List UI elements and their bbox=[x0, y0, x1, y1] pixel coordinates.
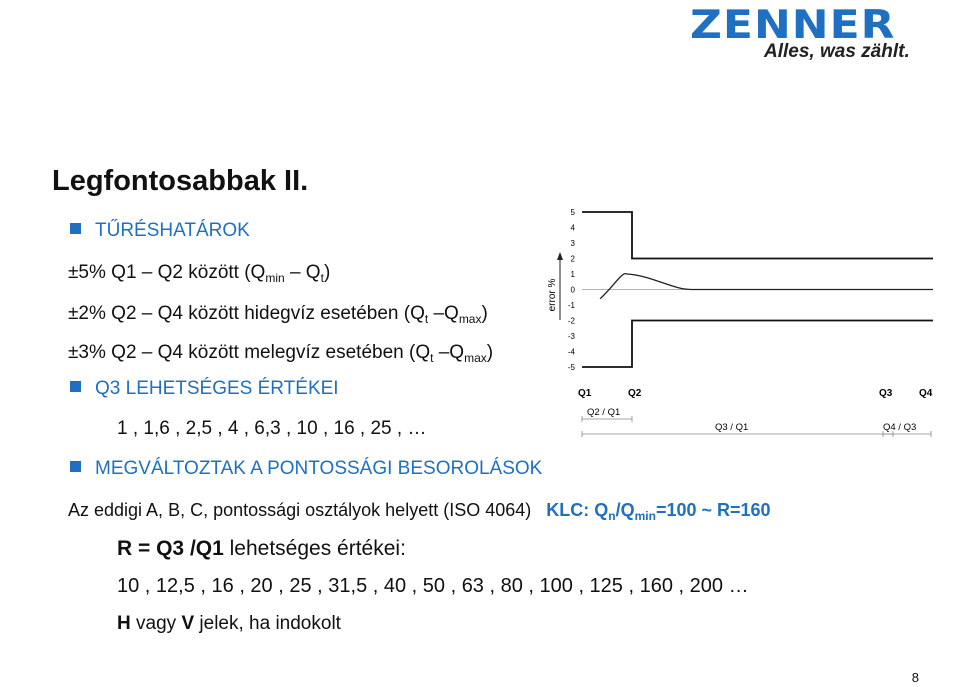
hv-line bbox=[117, 613, 341, 635]
hv-v: V bbox=[181, 613, 195, 634]
bullet-square-icon bbox=[70, 381, 81, 392]
r-line bbox=[117, 537, 406, 561]
line1-sub1: min bbox=[265, 271, 285, 285]
y-tick-label: -2 bbox=[567, 316, 575, 326]
q3-header bbox=[70, 378, 339, 400]
y-tick-label: -3 bbox=[567, 332, 575, 341]
line1-prefix: ±5% Q1 – Q2 között (Q bbox=[68, 262, 266, 283]
tures-header bbox=[70, 220, 250, 242]
tures-header-text: TŰRÉSHATÁROK bbox=[95, 220, 250, 241]
klc-prefix: KLC: Q bbox=[546, 500, 609, 520]
klc-text bbox=[546, 500, 771, 523]
line3-mid: –Q bbox=[433, 342, 465, 363]
y-tick-label: 3 bbox=[570, 239, 575, 248]
ratio-label-q3-q1: Q3 / Q1 bbox=[715, 422, 749, 433]
y-tick-label: -4 bbox=[567, 347, 575, 357]
bullet-square-icon bbox=[70, 223, 81, 234]
line2-mid: –Q bbox=[428, 303, 459, 324]
hv-h: H bbox=[117, 613, 131, 634]
line2-sub1: t bbox=[424, 312, 429, 326]
bullet-square-icon bbox=[70, 461, 81, 472]
klc-mid: /Q bbox=[615, 500, 635, 520]
q3-header-text: Q3 LEHETSÉGES ÉRTÉKEI bbox=[95, 378, 339, 399]
x-label-q1: Q1 bbox=[578, 388, 592, 399]
y-tick-label: -5 bbox=[567, 363, 575, 372]
classes-text: Az eddigi A, B, C, pontossági osztályok helyett (ISO 4064) bbox=[68, 500, 532, 520]
q3-values: 1 , 1,6 , 2,5 , 4 , 6,3 , 10 , 16 , 25 , … bbox=[117, 418, 427, 439]
classes-line bbox=[68, 500, 771, 523]
zenner-logo: ZENNER bbox=[690, 2, 896, 48]
y-tick-label: -1 bbox=[567, 301, 575, 310]
change-header-text: MEGVÁLTOZTAK A PONTOSSÁGI BESOROLÁSOK bbox=[95, 458, 543, 479]
line3-prefix: ±3% Q2 – Q4 között melegvíz esetében (Q bbox=[68, 342, 431, 363]
line2-suffix: ) bbox=[481, 303, 488, 324]
lower-limit-line bbox=[582, 321, 933, 368]
line3-sub1: t bbox=[430, 351, 434, 365]
tolerance-line-3 bbox=[68, 342, 493, 365]
zenner-slogan: Alles, was zählt. bbox=[764, 41, 910, 62]
page-number: 8 bbox=[911, 670, 919, 685]
y-axis-arrow-head bbox=[557, 252, 563, 260]
change-header bbox=[70, 458, 542, 480]
y-tick-label: 5 bbox=[570, 208, 575, 217]
tolerance-line-2 bbox=[68, 303, 488, 326]
y-tick-label: 1 bbox=[570, 270, 575, 279]
x-label-q2: Q2 bbox=[628, 388, 642, 399]
upper-limit-line bbox=[582, 212, 933, 259]
ratio-label-q2-q1: Q2 / Q1 bbox=[587, 407, 621, 418]
tolerance-line-1 bbox=[68, 262, 330, 285]
y-tick-label: 0 bbox=[570, 285, 575, 295]
y-tick-label: 4 bbox=[570, 223, 575, 233]
error-chart bbox=[545, 200, 940, 445]
line2-sub2: max bbox=[458, 312, 482, 326]
r-values: 10 , 12,5 , 16 , 20 , 25 , 31,5 , 40 , 50 , 63 , 80 , 100 , 125 , 160 , 200 … bbox=[117, 575, 749, 597]
page-title: Legfontosabbak II. bbox=[52, 165, 309, 197]
line1-suffix: ) bbox=[323, 262, 331, 283]
line2-prefix: ±2% Q2 – Q4 között hidegvíz esetében (Q bbox=[68, 303, 425, 324]
ratio-label-q4-q3: Q4 / Q3 bbox=[883, 422, 917, 433]
hv-rest: jelek, ha indokolt bbox=[194, 613, 341, 634]
r-formula: R = Q3 /Q1 bbox=[117, 537, 224, 560]
x-label-q3: Q3 bbox=[879, 388, 893, 399]
hv-mid: vagy bbox=[130, 613, 182, 634]
chart-ylabel: error % bbox=[547, 278, 558, 312]
line1-mid: – Q bbox=[284, 262, 321, 283]
klc-sub2: min bbox=[634, 509, 656, 523]
r-rest: lehetséges értékei: bbox=[223, 537, 406, 560]
error-curve bbox=[600, 274, 933, 299]
line1-sub2: t bbox=[320, 271, 324, 285]
x-label-q4: Q4 bbox=[919, 388, 933, 399]
klc-sub1: n bbox=[608, 509, 616, 523]
klc-suffix: =100 ~ R=160 bbox=[655, 500, 771, 520]
line3-suffix: ) bbox=[486, 342, 494, 363]
line3-sub2: max bbox=[464, 351, 487, 365]
y-tick-label: 2 bbox=[570, 254, 575, 264]
